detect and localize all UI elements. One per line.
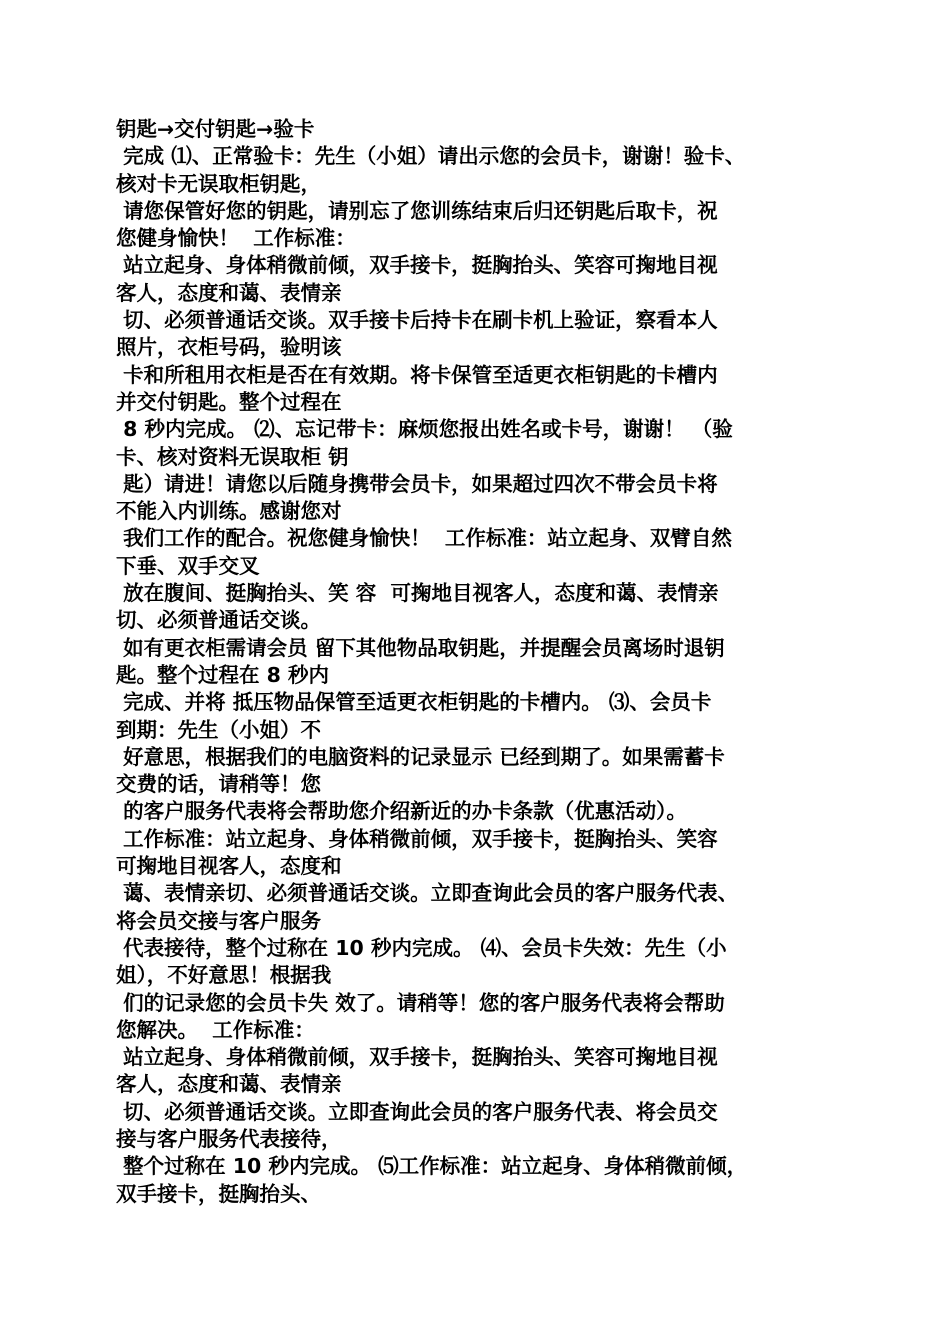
text-line: 们的记录您的会员卡失 效了。请稍等！您的客户服务代表将会帮助 bbox=[116, 990, 725, 1015]
text-line: 好意思，根据我们的电脑资料的记录显示 已经到期了。如果需蓄卡 bbox=[116, 744, 725, 769]
text-line: 卡和所租用衣柜是否在有效期。将卡保管至适更衣柜钥匙的卡槽内 bbox=[116, 362, 718, 387]
text-line: 蔼、表情亲切、必须普通话交谈。立即查询此会员的客户服务代表、 bbox=[116, 881, 739, 906]
text-line: 整个过称在 10 秒内完成。 ⑸工作标准：站立起身、身体稍微前倾， bbox=[116, 1154, 748, 1179]
text-line: 核对卡无误取柜钥匙， bbox=[116, 171, 321, 196]
text-line: 姐），不好意思！根据我 bbox=[116, 963, 332, 988]
text-line: 完成、并将 抵压物品保管至适更衣柜钥匙的卡槽内。 ⑶、会员卡 bbox=[116, 690, 712, 715]
text-line: 代表接待，整个过称在 10 秒内完成。 ⑷、会员卡失效：先生（小 bbox=[116, 935, 727, 960]
text-line: 我们工作的配合。祝您健身愉快！ 工作标准：站立起身、双臂自然 bbox=[116, 526, 732, 551]
text-line: 双手接卡，挺胸抬头、 bbox=[116, 1181, 321, 1206]
text-line: 完成 ⑴、正常验卡：先生（小姐）请出示您的会员卡，谢谢！验卡、 bbox=[116, 144, 746, 169]
text-line: 匙。整个过程在 8 秒内 bbox=[116, 662, 330, 687]
text-line: 切、必须普通话交谈。立即查询此会员的客户服务代表、将会员交 bbox=[116, 1099, 718, 1124]
text-line: 客人，态度和蔼、表情亲 bbox=[116, 280, 342, 305]
text-line: 工作标准：站立起身、身体稍微前倾，双手接卡，挺胸抬头、笑容 bbox=[116, 826, 718, 851]
text-line: 如有更衣柜需请会员 留下其他物品取钥匙，并提醒会员离场时退钥 bbox=[116, 635, 725, 660]
text-line: 8 秒内完成。 ⑵、忘记带卡：麻烦您报出姓名或卡号，谢谢！ （验 bbox=[116, 417, 733, 442]
text-line: 将会员交接与客户服务 bbox=[116, 908, 321, 933]
text-line: 切、必须普通话交谈。双手接卡后持卡在刷卡机上验证，察看本人 bbox=[116, 308, 718, 333]
text-line: 到期：先生（小姐）不 bbox=[116, 717, 321, 742]
text-line: 照片，衣柜号码，验明该 bbox=[116, 335, 342, 360]
text-line: 站立起身、身体稍微前倾，双手接卡，挺胸抬头、笑容可掬地目视 bbox=[116, 253, 718, 278]
text-line: 客人，态度和蔼、表情亲 bbox=[116, 1072, 342, 1097]
text-line: 站立起身、身体稍微前倾，双手接卡，挺胸抬头、笑容可掬地目视 bbox=[116, 1045, 718, 1070]
text-line: 并交付钥匙。整个过程在 bbox=[116, 389, 342, 414]
text-line: 请您保管好您的钥匙，请别忘了您训练结束后归还钥匙后取卡，祝 bbox=[116, 198, 718, 223]
text-line: 卡、核对资料无误取柜 钥 bbox=[116, 444, 349, 469]
text-line: 不能入内训练。感谢您对 bbox=[116, 499, 342, 524]
text-line: 您健身愉快！ 工作标准： bbox=[116, 226, 356, 251]
text-line: 可掬地目视客人，态度和 bbox=[116, 854, 342, 879]
text-line: 匙）请进！请您以后随身携带会员卡，如果超过四次不带会员卡将 bbox=[116, 471, 718, 496]
text-line: 接与客户服务代表接待， bbox=[116, 1126, 342, 1151]
text-line: 放在腹间、挺胸抬头、笑 容 可掬地目视客人，态度和蔼、表情亲 bbox=[116, 581, 719, 606]
document-body bbox=[116, 116, 832, 1208]
text-line: 钥匙→交付钥匙→验卡 bbox=[116, 117, 315, 141]
text-line: 您解决。 工作标准： bbox=[116, 1017, 315, 1042]
text-line: 的客户服务代表将会帮助您介绍新近的办卡条款（优惠活动）。 bbox=[116, 799, 687, 824]
text-line: 下垂、双手交叉 bbox=[116, 553, 260, 578]
text-line: 交费的话，请稍等！您 bbox=[116, 772, 321, 797]
text-line: 切、必须普通话交谈。 bbox=[116, 608, 321, 633]
